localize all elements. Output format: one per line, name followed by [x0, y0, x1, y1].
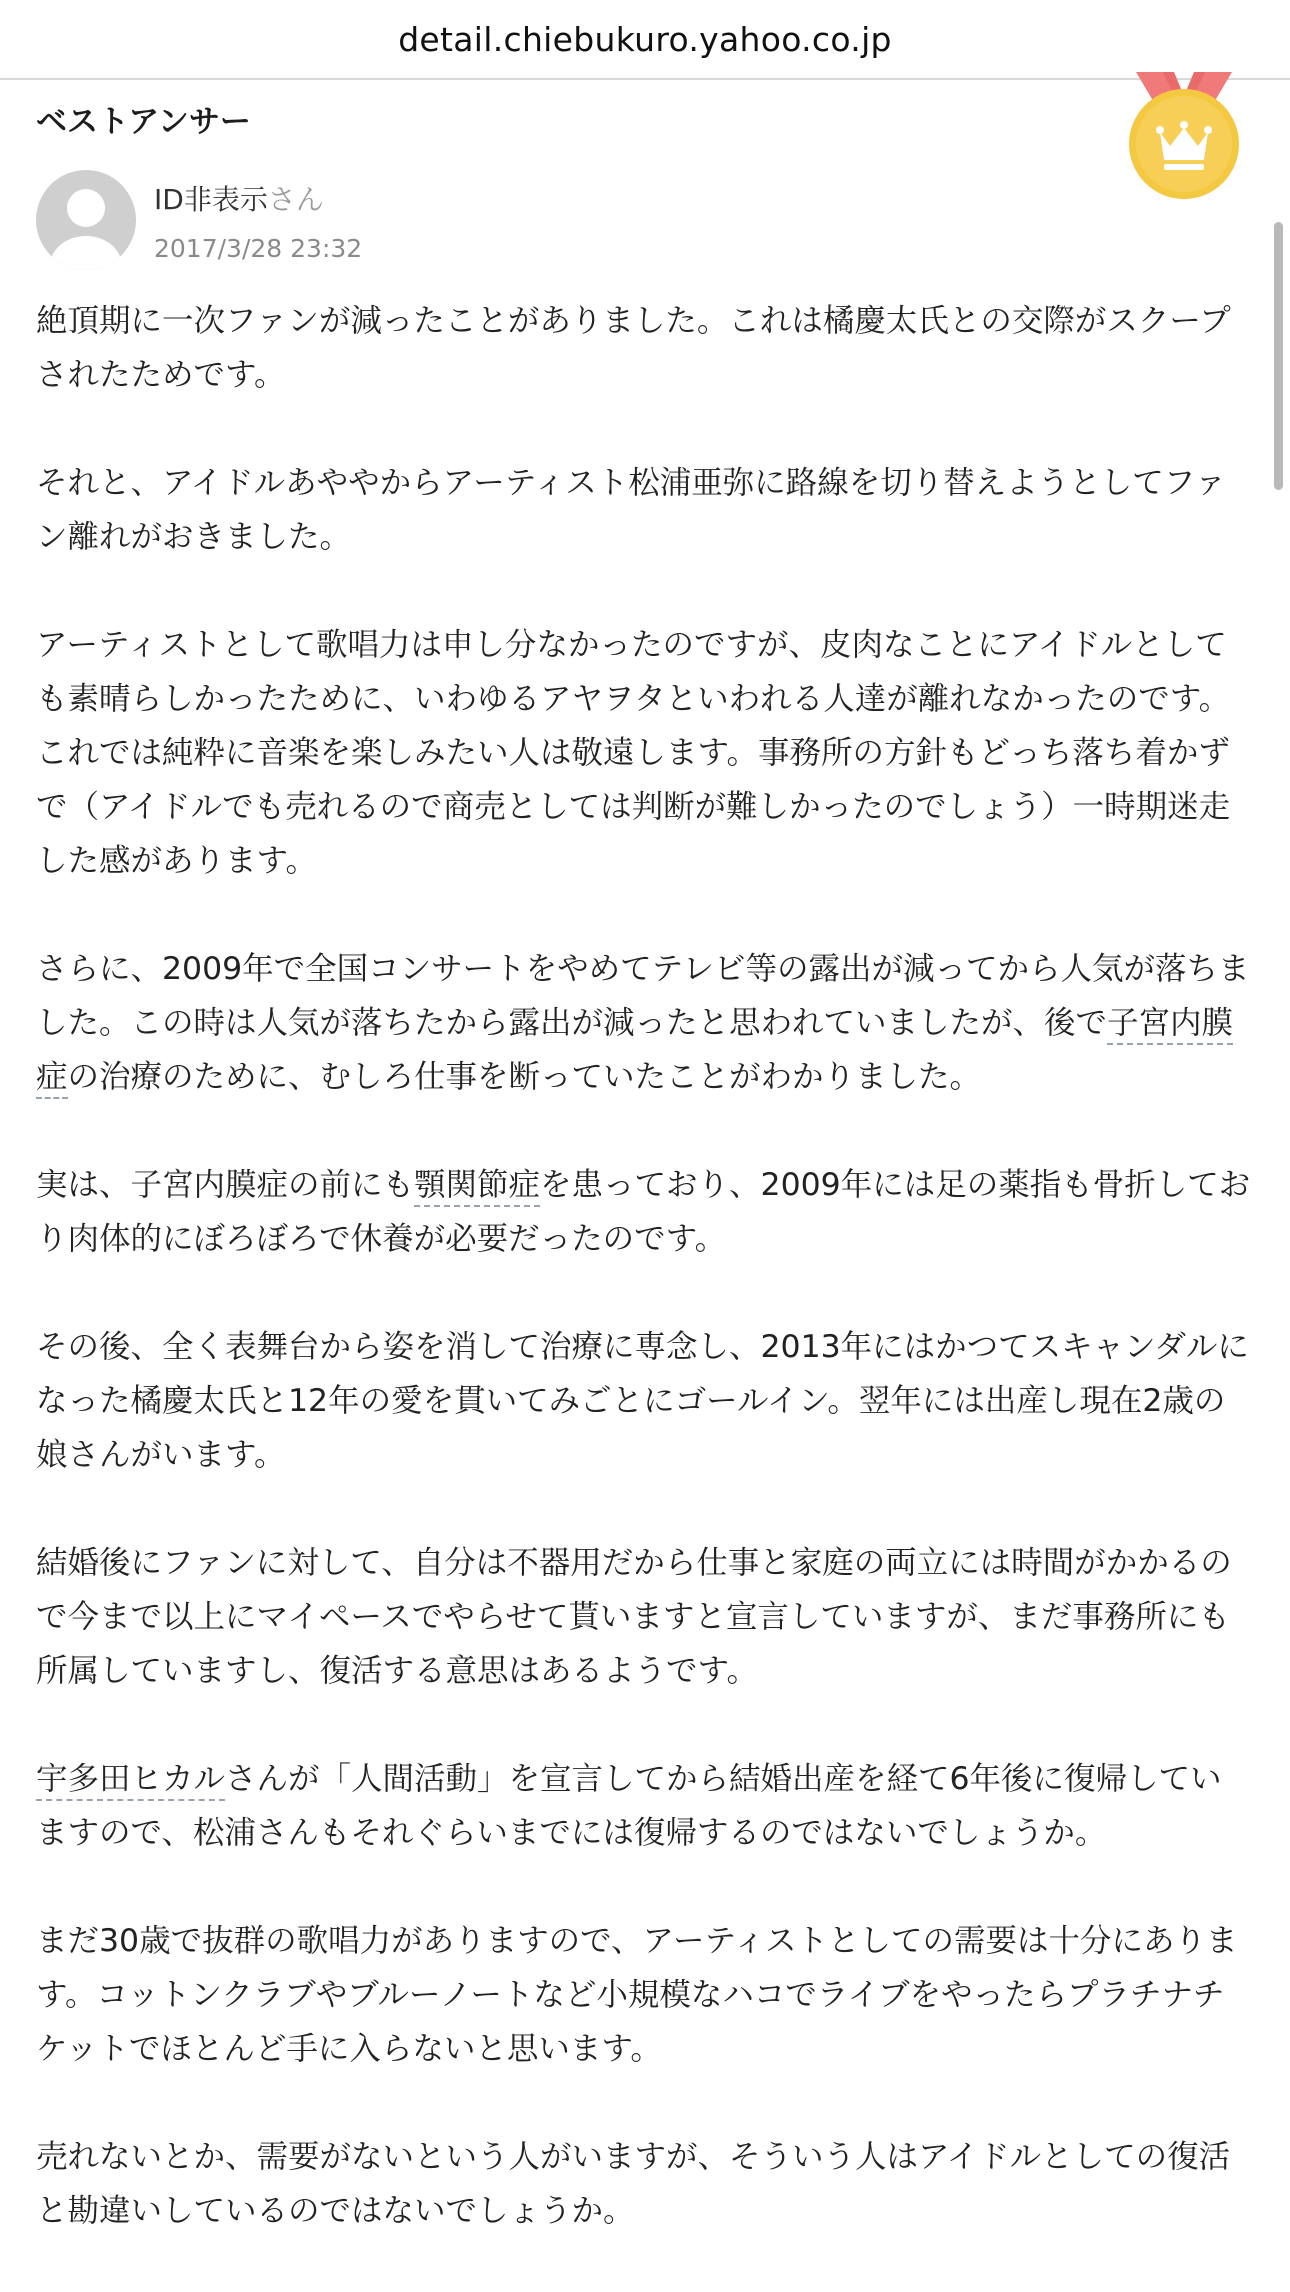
answer-paragraph — [36, 1158, 1252, 1266]
keyword-link-utada-hikaru[interactable]: 宇多田ヒカル — [36, 1761, 225, 1801]
address-bar[interactable] — [0, 0, 1290, 80]
default-user-avatar-icon[interactable] — [36, 170, 136, 270]
best-answer-body — [36, 294, 1252, 2292]
page-scrollbar[interactable] — [1274, 222, 1283, 490]
keyword-link-tmj[interactable]: 顎関節症 — [414, 1167, 540, 1207]
answer-text: の治療のために、むしろ仕事を断っていたことがわかりました。 — [67, 1059, 982, 1095]
answer-paragraph — [36, 942, 1252, 1104]
answer-text: を患っており、2009年には足の薬指も骨折しており肉体的にぼろぼろで休養が必要だったのです。 — [36, 1167, 1251, 1257]
answer-paragraph — [36, 1752, 1252, 1860]
answer-paragraph: 絶頂期に一次ファンが減ったことがありました。これは橘慶太氏との交際がスクープされたためです。 — [36, 303, 1231, 393]
url-text[interactable]: detail.chiebukuro.yahoo.co.jp — [398, 19, 892, 59]
keyword-link-endometriosis[interactable]: 子宮内膜症 — [36, 1005, 1233, 1099]
answer-paragraph: アーティストとして歌唱力は申し分なかったのですが、皮肉なことにアイドルとしても素晴らしかったために、いわゆるアヤヲタといわれる人達が離れなかったのです。これでは純粋に音楽を楽しみたい人は敬遠します。事務所の方針もどっち落ち着かずで（アイドルでも売れるので商売としては判断が難しかったのでしょう）一時期迷走した感があります。 — [36, 627, 1231, 879]
answer-text: 実は、子宮内膜症の前にも — [36, 1167, 415, 1203]
answer-user-name[interactable] — [154, 178, 324, 218]
answer-text: さんが「人間活動」を宣言してから結婚出産を経て6年後に復帰していますので、松浦さんもそれぐらいまでには復帰するのではないでしょうか。 — [36, 1761, 1222, 1851]
answer-paragraph: まだ30歳で抜群の歌唱力がありますので、アーティストとしての需要は十分にあります。コットンクラブやブルーノートなど小規模なハコでライブをやったらプラチナチケットでほとんど手に入らないと思います。 — [36, 1923, 1238, 2067]
best-answer-heading: ベストアンサー — [36, 104, 251, 140]
user-id-text: ID非表示 — [154, 183, 268, 216]
answer-paragraph: 売れないとか、需要がないという人がいますが、そういう人はアイドルとしての復活と勘違いしているのではないでしょうか。 — [36, 2139, 1231, 2229]
answer-paragraph: その後、全く表舞台から姿を消して治療に専念し、2013年にはかつてスキャンダルになった橘慶太氏と12年の愛を貫いてみごとにゴールイン。翌年には出産し現在2歳の娘さんがいます。 — [36, 1329, 1249, 1473]
answer-paragraph: 結婚後にファンに対して、自分は不器用だから仕事と家庭の両立には時間がかかるので今まで以上にマイペースでやらせて貰いますと宣言していますが、まだ事務所にも所属していますし、復活する意思はあるようです。 — [36, 1545, 1232, 1689]
user-honorific: さん — [267, 183, 324, 216]
gold-crown-medal-icon — [1122, 72, 1246, 202]
answer-post-date: 2017/3/28 23:32 — [154, 234, 363, 263]
answer-paragraph: それと、アイドルあややからアーティスト松浦亜弥に路線を切り替えようとしてファン離れがおきました。 — [36, 465, 1227, 555]
answer-text: さらに、2009年で全国コンサートをやめてテレビ等の露出が減ってから人気が落ちました。この時は人気が落ちたから露出が減ったと思われていましたが、後で — [36, 951, 1250, 1041]
